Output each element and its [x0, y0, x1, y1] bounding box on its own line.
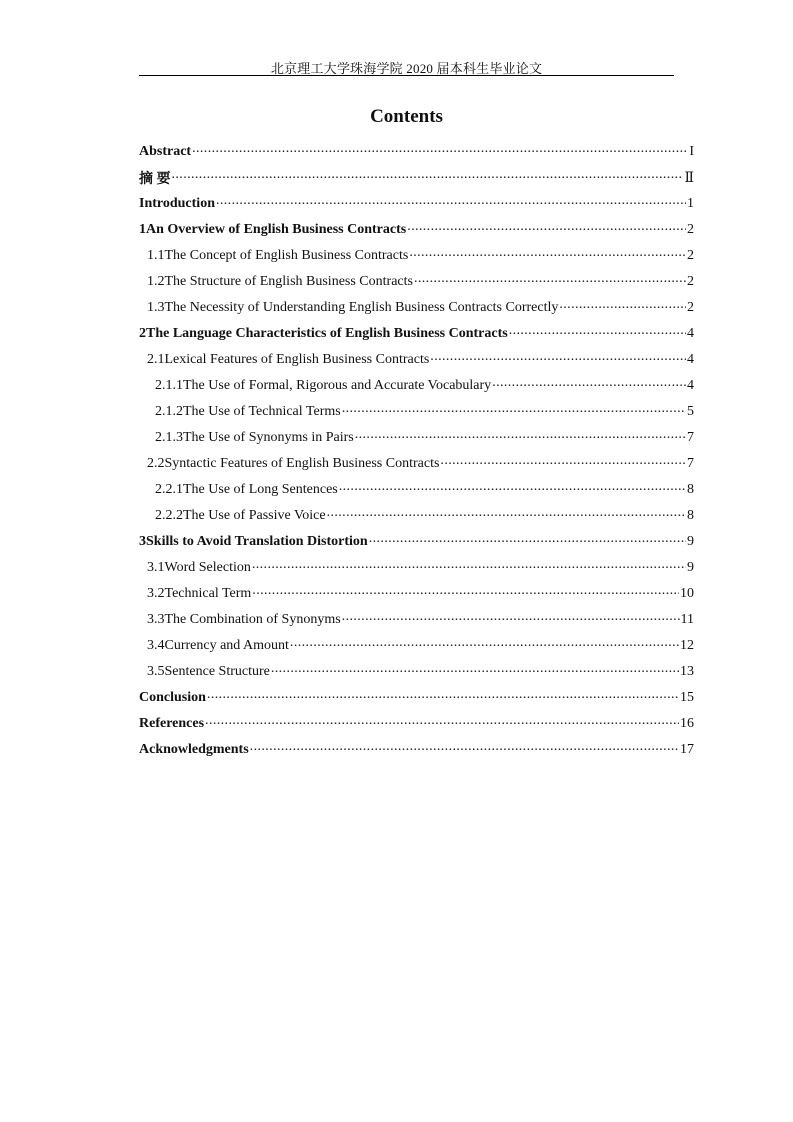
- toc-entry-page: 2: [687, 300, 694, 315]
- toc-entry-number: 3.1: [147, 560, 165, 575]
- toc-entry-title: An Overview of English Business Contracts: [146, 222, 407, 237]
- toc-entry-title: Skills to Avoid Translation Distortion: [146, 534, 368, 549]
- toc-entry-page: 2: [687, 274, 694, 289]
- toc-entry[interactable]: [139, 503, 694, 529]
- toc-entry-title: The Structure of English Business Contracts: [164, 274, 413, 289]
- toc-entry-title: Introduction: [139, 196, 215, 211]
- toc-entry-title: Conclusion: [139, 690, 206, 705]
- toc-entry-number: 3.5: [147, 664, 165, 679]
- toc-entry-page: 8: [687, 508, 694, 523]
- table-of-contents: [139, 139, 694, 763]
- toc-entry[interactable]: [139, 373, 694, 399]
- toc-entry[interactable]: [139, 607, 694, 633]
- toc-entry-number: 2.1.3: [155, 430, 183, 445]
- toc-entry[interactable]: [139, 347, 694, 373]
- toc-entry-page: 16: [680, 716, 694, 731]
- toc-entry-number: 1.1: [147, 248, 165, 263]
- toc-dot-leader: [252, 557, 686, 573]
- toc-entry-page: 8: [687, 482, 694, 497]
- toc-entry-number: 1.2: [147, 274, 165, 289]
- toc-entry-number: 1.3: [147, 300, 165, 315]
- toc-entry[interactable]: [139, 711, 694, 737]
- toc-entry-number: 2: [139, 326, 146, 341]
- toc-entry-number: 2.2.2: [155, 508, 183, 523]
- toc-dot-leader: [407, 219, 686, 235]
- toc-entry-page: 7: [687, 456, 694, 471]
- toc-entry-page: 7: [687, 430, 694, 445]
- toc-entry[interactable]: [139, 269, 694, 295]
- toc-entry-page: 5: [687, 404, 694, 419]
- toc-entry-page: 10: [680, 586, 694, 601]
- toc-entry[interactable]: [139, 243, 694, 269]
- toc-dot-leader: [430, 349, 686, 365]
- toc-dot-leader: [342, 609, 680, 625]
- toc-dot-leader: [327, 505, 686, 521]
- toc-entry-title: Acknowledgments: [139, 742, 249, 757]
- toc-dot-leader: [369, 531, 686, 547]
- toc-entry[interactable]: [139, 555, 694, 581]
- toc-entry-title: The Combination of Synonyms: [164, 612, 341, 627]
- toc-dot-leader: [216, 193, 686, 209]
- page-header: 北京理工大学珠海学院 2020 届本科生毕业论文: [270, 61, 543, 76]
- toc-entry-title: 摘 要: [139, 172, 171, 187]
- toc-entry-page: 15: [680, 690, 694, 705]
- toc-dot-leader: [271, 661, 679, 677]
- toc-entry-title: The Necessity of Understanding English Business Contracts Correctly: [164, 300, 559, 315]
- toc-dot-leader: [250, 739, 679, 755]
- toc-entry-title: The Use of Formal, Rigorous and Accurate Vocabulary: [183, 378, 492, 393]
- toc-entry[interactable]: [139, 217, 694, 243]
- toc-entry-title: Currency and Amount: [164, 638, 289, 653]
- toc-entry-number: 2.2: [147, 456, 165, 471]
- toc-entry-title: The Language Characteristics of English Business Contracts: [146, 326, 508, 341]
- toc-entry-page: 12: [680, 638, 694, 653]
- toc-entry-title: The Concept of English Business Contracts: [164, 248, 409, 263]
- toc-entry-title: Syntactic Features of English Business Contracts: [164, 456, 440, 471]
- toc-entry-page: 4: [687, 352, 694, 367]
- toc-entry-page: 2: [687, 248, 694, 263]
- toc-entry[interactable]: [139, 191, 694, 217]
- toc-entry[interactable]: [139, 139, 694, 165]
- toc-entry[interactable]: [139, 295, 694, 321]
- toc-dot-leader: [509, 323, 686, 339]
- toc-entry-title: Sentence Structure: [164, 664, 270, 679]
- toc-entry[interactable]: [139, 529, 694, 555]
- toc-dot-leader: [414, 271, 686, 287]
- toc-dot-leader: [559, 297, 686, 313]
- toc-entry[interactable]: [139, 165, 694, 191]
- toc-dot-leader: [409, 245, 686, 261]
- toc-entry[interactable]: [139, 659, 694, 685]
- toc-entry-page: 4: [687, 378, 694, 393]
- page-title: Contents: [370, 106, 443, 127]
- toc-entry[interactable]: [139, 581, 694, 607]
- toc-entry-page: 11: [680, 612, 694, 627]
- toc-entry-page: 9: [687, 534, 694, 549]
- toc-dot-leader: [207, 687, 679, 703]
- toc-entry[interactable]: [139, 451, 694, 477]
- toc-entry-number: 3.2: [147, 586, 165, 601]
- toc-entry-page: 1: [687, 196, 694, 211]
- toc-entry-page: 13: [680, 664, 694, 679]
- toc-entry-number: 2.1.1: [155, 378, 183, 393]
- toc-dot-leader: [339, 479, 686, 495]
- toc-dot-leader: [252, 583, 679, 599]
- toc-entry-title: Word Selection: [164, 560, 251, 575]
- toc-dot-leader: [205, 713, 679, 729]
- toc-entry-page: 2: [687, 222, 694, 237]
- toc-entry-title: Abstract: [139, 144, 192, 159]
- toc-dot-leader: [290, 635, 679, 651]
- toc-entry-number: 3.3: [147, 612, 165, 627]
- toc-entry-title: Lexical Features of English Business Contracts: [164, 352, 430, 367]
- toc-entry[interactable]: [139, 477, 694, 503]
- toc-dot-leader: [440, 453, 686, 469]
- toc-entry-page: 9: [687, 560, 694, 575]
- toc-entry-page: 17: [680, 742, 694, 757]
- toc-entry-page: I: [689, 144, 694, 159]
- toc-entry-title: The Use of Long Sentences: [183, 482, 338, 497]
- toc-dot-leader: [492, 375, 686, 391]
- toc-entry-title: References: [139, 716, 205, 731]
- toc-entry[interactable]: [139, 425, 694, 451]
- toc-entry[interactable]: [139, 399, 694, 425]
- toc-dot-leader: [355, 427, 686, 443]
- toc-entry-title: The Use of Technical Terms: [183, 404, 341, 419]
- header-divider: [139, 75, 674, 76]
- toc-entry-number: 1: [139, 222, 146, 237]
- toc-entry-page: 4: [687, 326, 694, 341]
- toc-entry[interactable]: [139, 321, 694, 347]
- toc-entry-title: The Use of Synonyms in Pairs: [183, 430, 354, 445]
- toc-entry[interactable]: [139, 633, 694, 659]
- toc-entry-number: 2.1.2: [155, 404, 183, 419]
- toc-entry[interactable]: [139, 737, 694, 763]
- toc-dot-leader: [192, 141, 688, 157]
- toc-dot-leader: [172, 167, 684, 183]
- toc-entry-title: The Use of Passive Voice: [183, 508, 326, 523]
- toc-entry-title: Technical Term: [164, 586, 252, 601]
- toc-entry-number: 3: [139, 534, 146, 549]
- toc-entry-number: 2.1: [147, 352, 165, 367]
- toc-entry-page: Ⅱ: [684, 170, 694, 186]
- toc-entry-number: 2.2.1: [155, 482, 183, 497]
- toc-entry-number: 3.4: [147, 638, 165, 653]
- toc-dot-leader: [342, 401, 686, 417]
- toc-entry[interactable]: [139, 685, 694, 711]
